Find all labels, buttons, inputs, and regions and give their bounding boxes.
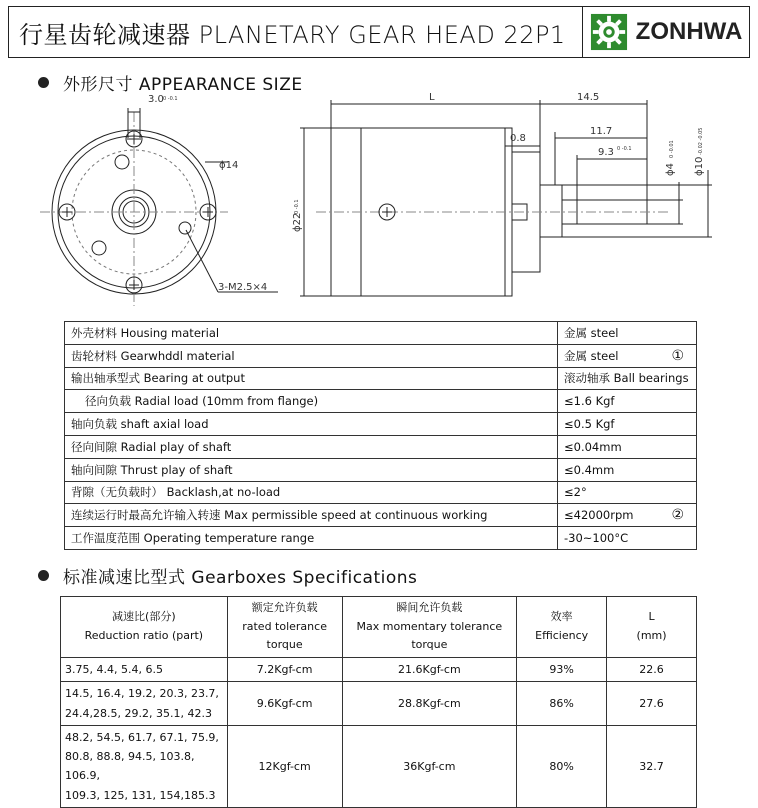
spec-row bbox=[65, 481, 697, 504]
gear-rated: 12Kgf-cm bbox=[227, 725, 342, 807]
dim-d22-tol: 0 -0.1 bbox=[294, 199, 300, 214]
ratio-line: 48.2, 54.5, 61.7, 67.1, 75.9, bbox=[65, 730, 219, 744]
dim-d14: ϕ14 bbox=[219, 160, 239, 171]
gear-eff: 80% bbox=[517, 725, 607, 807]
gearboxes-table bbox=[60, 596, 697, 808]
gear-header-cn: 额定允许负载 bbox=[251, 601, 318, 614]
gear-rated: 7.2Kgf-cm bbox=[227, 658, 342, 682]
gear-header-cell bbox=[607, 597, 697, 658]
dim-slot: 3.0 bbox=[148, 94, 164, 105]
spec-value: ≤0.04mm bbox=[564, 439, 622, 454]
dim-0-8: 0.8 bbox=[510, 133, 526, 144]
gear-l: 32.7 bbox=[607, 725, 697, 807]
gear-max: 21.6Kgf-cm bbox=[342, 658, 517, 682]
spec-row bbox=[65, 344, 697, 367]
gear-row bbox=[61, 725, 697, 807]
gear-max: 28.8Kgf-cm bbox=[342, 682, 517, 726]
spec-row bbox=[65, 413, 697, 436]
dim-9-3-tol: 0 -0.1 bbox=[617, 146, 632, 152]
spec-value: ≤42000rpm bbox=[564, 508, 634, 523]
appearance-section-title: 外形尺寸 APPEARANCE SIZE bbox=[38, 70, 303, 95]
spec-value-cell bbox=[558, 413, 697, 436]
spec-value-cell bbox=[558, 367, 697, 390]
gear-header-en: (mm) bbox=[636, 629, 667, 643]
note-marker: ① bbox=[671, 347, 684, 364]
spec-value: ≤0.5 Kgf bbox=[564, 417, 615, 432]
spec-value-cell bbox=[558, 435, 697, 458]
spec-value: ≤2° bbox=[564, 485, 587, 500]
spec-label: 径向负载 Radial load (10mm from flange) bbox=[65, 390, 558, 413]
spec-label: 径向间隙 Radial play of shaft bbox=[65, 435, 558, 458]
spec-label: 外壳材料 Housing material bbox=[65, 322, 558, 345]
output-boss-side bbox=[540, 185, 562, 237]
gear-ratios bbox=[61, 682, 228, 726]
spec-label: 背隙（无负载时） Backlash,at no-load bbox=[65, 481, 558, 504]
spec-value-cell bbox=[558, 390, 697, 413]
spec-label: 轴向间隙 Thrust play of shaft bbox=[65, 458, 558, 481]
gear-rated: 9.6Kgf-cm bbox=[227, 682, 342, 726]
dim-screw: 3-M2.5×4 bbox=[218, 282, 268, 293]
gear-ratios bbox=[61, 725, 228, 807]
ratio-line: 80.8, 88.8, 94.5, 103.8, 106.9, bbox=[65, 750, 195, 783]
dim-d10-tol: -0.02 -0.05 bbox=[698, 127, 704, 155]
spec-value: ≤1.6 Kgf bbox=[564, 394, 615, 409]
technical-drawing bbox=[0, 80, 758, 315]
spec-row bbox=[65, 322, 697, 345]
spec-value-cell bbox=[558, 527, 697, 550]
gearboxes-section-title: 标准减速比型式 Gearboxes Specifications bbox=[38, 563, 417, 588]
gear-header-cn: 瞬间允许负载 bbox=[396, 601, 463, 614]
spec-value-cell bbox=[558, 481, 697, 504]
spec-value: 滚动轴承 Ball bearings bbox=[564, 371, 689, 386]
dim-9-3: 9.3 bbox=[598, 147, 614, 158]
gear-header-row bbox=[61, 597, 697, 658]
spec-label: 工作温度范围 Operating temperature range bbox=[65, 527, 558, 550]
ratio-line: 3.75, 4.4, 5.4, 6.5 bbox=[65, 663, 163, 677]
dim-d22: ϕ22 bbox=[292, 212, 303, 232]
ratio-line: 14.5, 16.4, 19.2, 20.3, 23.7, bbox=[65, 687, 219, 701]
spec-row bbox=[65, 504, 697, 527]
gear-row bbox=[61, 658, 697, 682]
spec-row bbox=[65, 435, 697, 458]
spec-table bbox=[64, 321, 697, 550]
spec-value-cell bbox=[558, 504, 697, 527]
page-title: 行星齿轮减速器 PLANETARY GEAR HEAD 22P1 bbox=[8, 6, 582, 58]
spec-row bbox=[65, 367, 697, 390]
gear-ratios bbox=[61, 658, 228, 682]
spec-value-cell bbox=[558, 458, 697, 481]
gear-header-cell bbox=[517, 597, 607, 658]
gear-logo-icon bbox=[590, 13, 628, 51]
gear-header-en: Efficiency bbox=[535, 629, 589, 643]
gear-row bbox=[61, 682, 697, 726]
spec-value: 金属 steel bbox=[564, 348, 619, 363]
gear-eff: 93% bbox=[517, 658, 607, 682]
spec-value: -30~100°C bbox=[564, 531, 629, 546]
dim-slot-tol: 0 -0.1 bbox=[163, 96, 178, 102]
gear-l: 27.6 bbox=[607, 682, 697, 726]
spec-value-cell bbox=[558, 344, 697, 367]
gear-header-cn: L bbox=[648, 610, 655, 624]
gear-eff: 86% bbox=[517, 682, 607, 726]
gear-header-cn: 效率 bbox=[550, 610, 573, 624]
gear-header-cell bbox=[61, 597, 228, 658]
gear-header-cell bbox=[227, 597, 342, 658]
gear-l: 22.6 bbox=[607, 658, 697, 682]
gear-header-en: Reduction ratio (part) bbox=[84, 629, 204, 643]
spec-row bbox=[65, 458, 697, 481]
spec-label: 连续运行时最高允许输入转速 Max permissible speed at continuous working bbox=[65, 504, 558, 527]
dim-11-7: 11.7 bbox=[590, 126, 613, 137]
dim-d4-tol: 0 -0.01 bbox=[669, 140, 675, 158]
ratio-line: 24.4,28.5, 29.2, 35.1, 42.3 bbox=[65, 706, 212, 720]
spec-label: 齿轮材料 Gearwhddl material bbox=[65, 344, 558, 367]
bullet-icon bbox=[38, 570, 49, 581]
spec-value: ≤0.4mm bbox=[564, 462, 615, 477]
note-marker: ② bbox=[671, 507, 684, 524]
gear-max: 36Kgf-cm bbox=[342, 725, 517, 807]
spec-value: 金属 steel bbox=[564, 325, 619, 340]
dim-d10: ϕ10 bbox=[694, 156, 705, 176]
gear-header-cn: 减速比(部分) bbox=[112, 610, 176, 624]
gear-header-cell bbox=[342, 597, 517, 658]
dim-L: L bbox=[429, 92, 435, 103]
spec-label: 轴向负载 shaft axial load bbox=[65, 413, 558, 436]
spec-row bbox=[65, 390, 697, 413]
dim-d4: ϕ4 bbox=[665, 163, 676, 176]
spec-row bbox=[65, 527, 697, 550]
gear-header-en: Max momentary tolerance torque bbox=[356, 619, 503, 652]
gear-header-en: rated tolerance torque bbox=[242, 619, 327, 652]
spec-value-cell bbox=[558, 322, 697, 345]
ratio-line: 109.3, 125, 131, 154,185.3 bbox=[65, 788, 216, 802]
spec-label: 输出轴承型式 Bearing at output bbox=[65, 367, 558, 390]
brand-logo bbox=[582, 6, 750, 58]
brand-name: ZONHWA bbox=[635, 18, 743, 45]
dim-14-5: 14.5 bbox=[577, 92, 600, 103]
page-header bbox=[8, 6, 750, 58]
